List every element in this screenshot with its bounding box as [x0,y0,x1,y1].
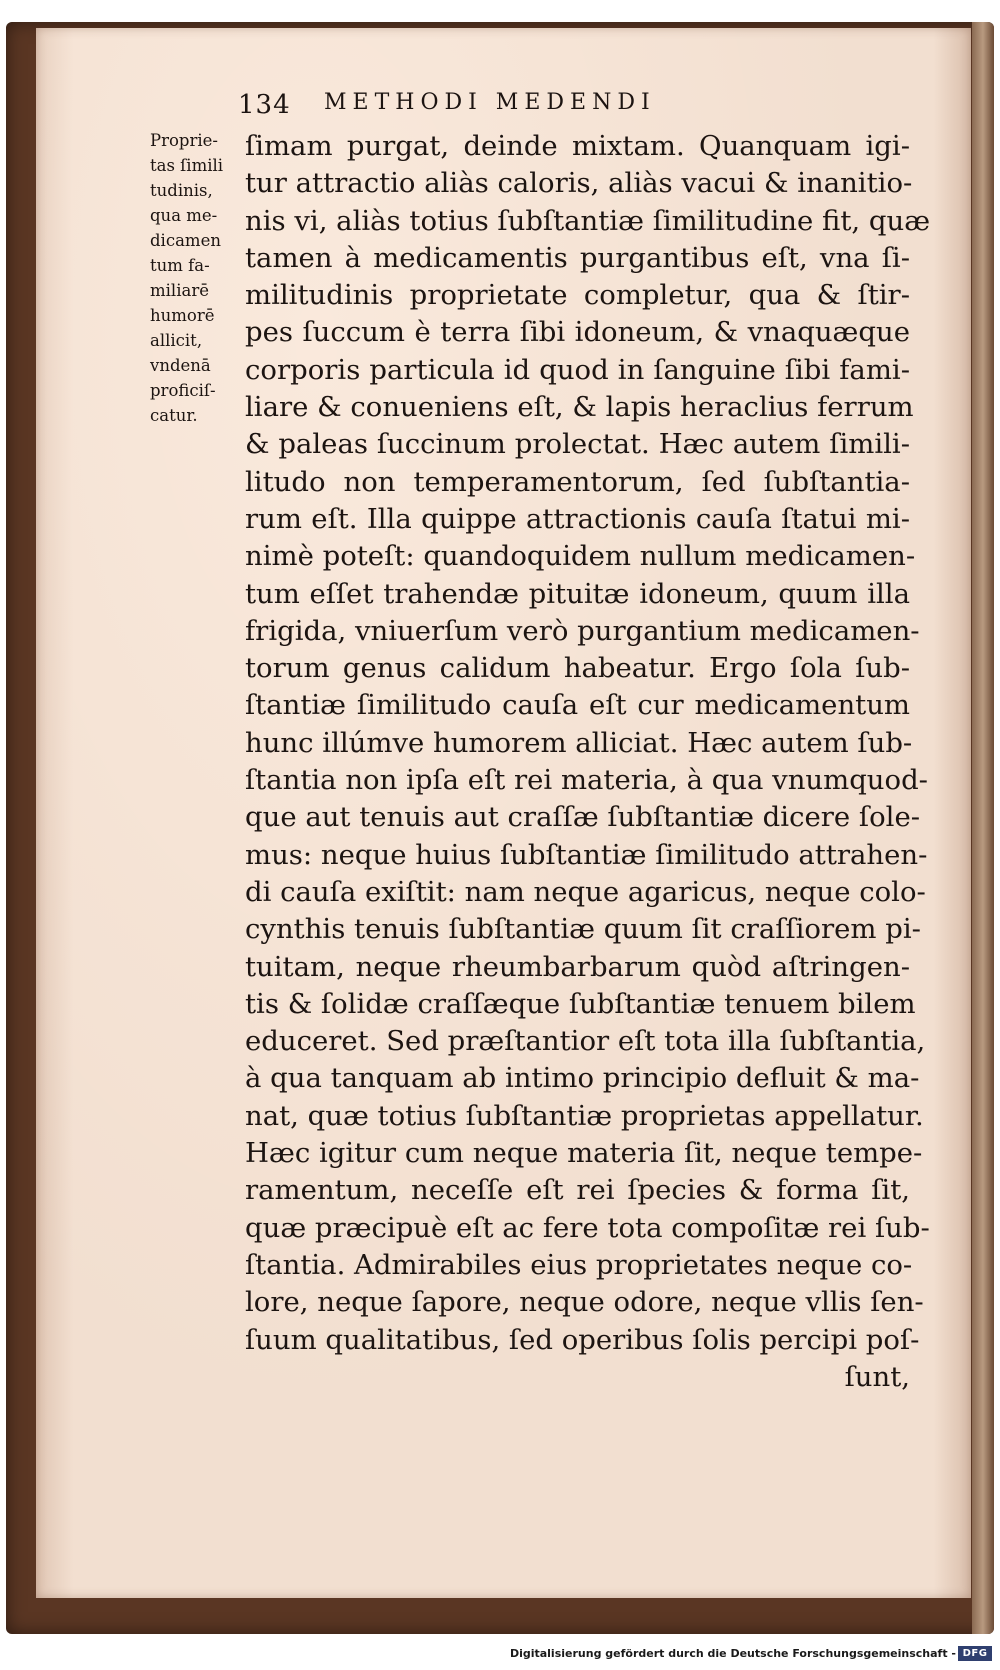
marginal-note-line: Proprie- [150,131,218,150]
text-line: ſuum qualitatibus, ſed operibus ſolis percipi poſ- [245,1323,920,1356]
text-line: & paleas ſuccinum prolectat. Hæc autem ſimili- [245,428,910,461]
running-title: METHODI MEDENDI [324,90,656,115]
text-line: quæ præcipuè eſt ac fere tota compoſitæ rei ſub- [245,1211,930,1244]
text-line: nimè poteſt: quandoquidem nullum medicamen- [245,540,916,573]
marginal-note-line: vndenā [150,356,211,375]
text-line: à qua tanquam ab intimo principio defluit & ma- [245,1062,920,1095]
marginal-note-line: allicit, [150,331,203,350]
text-line: frigida, vniuerſum verò purgantium medicamen- [245,614,920,647]
text-line: rum eſt. Illa quippe attractionis cauſa ſtatui mi- [245,502,910,535]
marginal-note-line: humorē [150,306,215,325]
funding-credit: Digitalisierung gefördert durch die Deutsche Forschungsgemeinschaft - [509,1647,956,1660]
text-line: torum genus calidum habeatur. Ergo ſola ſub- [245,652,910,685]
text-line: ſtantia. Admirabiles eius proprietates neque co- [245,1248,913,1281]
marginal-note-line: tas ſimili [150,156,224,175]
dfg-logo: DFG [958,1646,992,1661]
body-text [245,128,931,1396]
text-line: mus: neque huius ſubſtantiæ ſimilitudo attrahen- [245,838,928,871]
text-line: liare & conueniens eſt, & lapis heraclius ferrum [245,391,914,424]
marginal-note-line: tum fa- [150,256,210,275]
text-line: ſtantia non ipſa eſt rei materia, à qua vnumquod- [245,764,928,797]
text-line: tur attractio aliàs caloris, aliàs vacui & inanitio- [245,167,913,200]
text-line: Hæc igitur cum neque materia ſit, neque tempe- [245,1137,923,1170]
text-line: tis & ſolidæ craſſæque ſubſtantiæ tenuem bilem [245,987,916,1020]
text-line: educeret. Sed præſtantior eſt tota illa ſubſtantia, [245,1025,926,1058]
text-line: di cauſa exiſtit: nam neque agaricus, neque colo- [245,875,926,908]
text-line: que aut tenuis aut craſſæ ſubſtantiæ dicere ſole- [245,801,921,834]
book-edge [972,22,994,1634]
text-line: lore, neque ſapore, neque odore, neque vllis ſen- [245,1286,924,1319]
page-number: 134 [238,90,291,120]
text-line: ſtantiæ ſimilitudo cauſa eſt cur medicamentum [245,689,910,722]
marginal-note-line: miliarē [150,281,209,300]
text-line: nat, quæ totius ſubſtantiæ proprietas appellatur. [245,1099,924,1132]
marginal-note [150,128,240,428]
text-line: pes ſuccum è terra ſibi idoneum, & vnaquæque [245,316,910,349]
marginal-note-line: catur. [150,406,198,425]
text-line: ramentum, neceſſe eſt rei ſpecies & forma ſit, [245,1174,910,1207]
text-line: nis vi, aliàs totius ſubſtantiæ ſimilitudine fit, quæ [245,204,931,237]
text-line: litudo non temperamentorum, ſed ſubſtantia- [245,465,910,498]
text-line: tuitam, neque rheumbarbarum quòd aſtringen- [245,950,910,983]
marginal-note-line: tudinis, [150,181,213,200]
marginal-note-line: qua me- [150,206,218,225]
marginal-note-line: dicamen [150,231,221,250]
marginal-note-line: proficiſ- [150,381,216,400]
text-line: corporis particula id quod in ſanguine ſibi fami- [245,353,910,386]
catchword: ſunt, [844,1360,910,1393]
text-line: hunc illúmve humorem alliciat. Hæc autem ſub- [245,726,913,759]
text-line: tum eſſet trahendæ pituitæ idoneum, quum illa [245,577,910,610]
text-line: ſimam purgat, deinde mixtam. Quanquam igi- [245,130,910,162]
text-line: tamen à medicamentis purgantibus eſt, vna ſi- [245,241,910,274]
text-line: cynthis tenuis ſubſtantiæ quum ſit craſſiorem pi- [245,913,921,946]
text-line: militudinis proprietate completur, qua & ſtir- [245,279,910,312]
digitization-footer [0,1643,1000,1670]
page-header [238,90,798,124]
